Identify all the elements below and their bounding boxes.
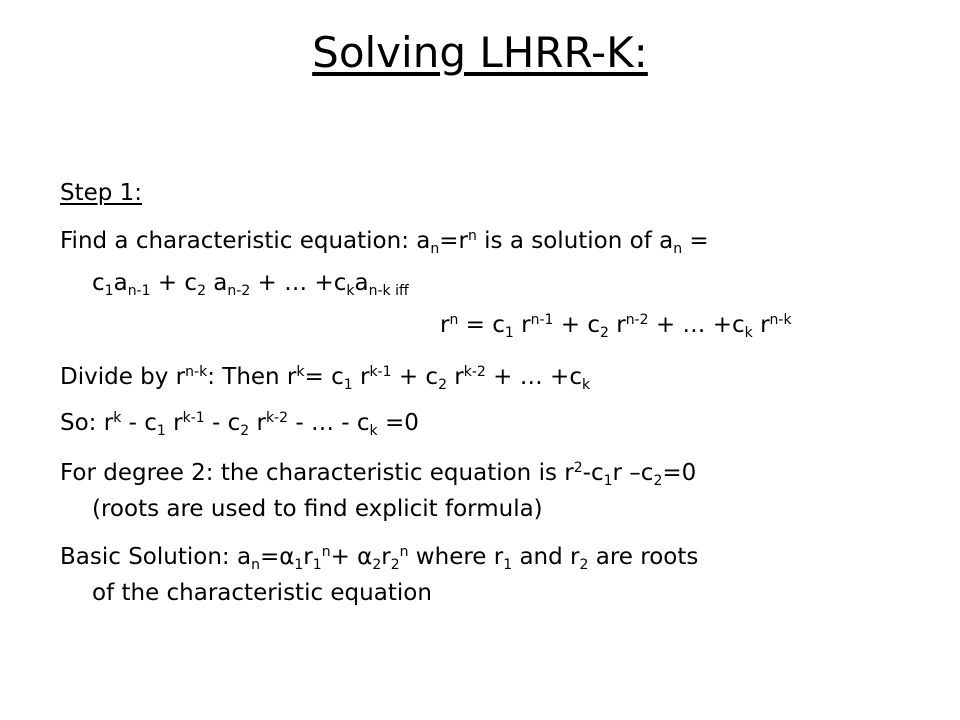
step-heading: Step 1:: [60, 180, 143, 206]
characteristic-equation: $r^n = c_1$ $r^{n-1} + c_2$ $r^{n-2}$ + … $+c_k$ $r^{n-k}$: [440, 312, 792, 341]
characteristic-line-1: Find a characteristic equation: $a_n=r^n$ is a solution of $a_n$ =: [60, 228, 709, 257]
degree2-line: For degree 2: the characteristic equation is $r^2-c_1r$ $-c_2=0$: [60, 460, 697, 489]
characteristic-line-2: $c_1a_{n-1} + c_2$ $a_{n-2}$ + … $+c_ka_{n-k iff}$: [92, 270, 409, 299]
so-line: So: $r^k - c_1$ $r^{k-1} - c_2$ $r^{k-2}$ - … - $c_k =0$: [60, 410, 419, 439]
divide-line: Divide by $r^{n-k}$: Then $r^k= c_1$ $r^{k-1} + c_2$ $r^{k-2}$ + … $+c_k$: [60, 364, 591, 393]
basic-solution-line: Basic Solution: $a_n=\alpha_1r_1^n+ \alpha_2r_2^n$ where $r_1$ and $r_2$ are roots: [60, 544, 699, 573]
slide-title: Solving LHRR-K:: [312, 28, 648, 77]
basic-solution-tail: of the characteristic equation: [92, 580, 432, 606]
roots-note: (roots are used to find explicit formula): [92, 496, 543, 522]
